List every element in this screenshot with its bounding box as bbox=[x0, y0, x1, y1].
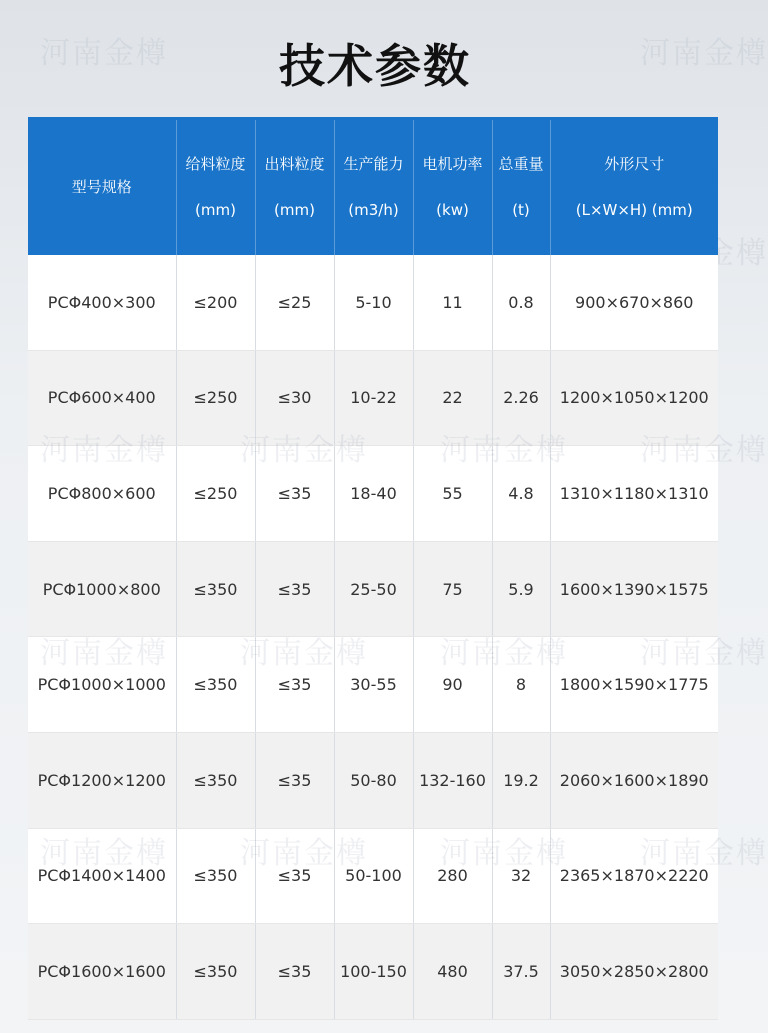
header-label: 外形尺寸 bbox=[604, 155, 665, 174]
cell-dimensions: 1200×1050×1200 bbox=[550, 350, 718, 446]
cell-output-size: ≤35 bbox=[255, 732, 334, 828]
header-unit: (m3/h) bbox=[348, 201, 399, 220]
header-unit: (t) bbox=[512, 201, 530, 220]
cell-motor-power: 480 bbox=[413, 924, 492, 1020]
cell-motor-power: 132-160 bbox=[413, 732, 492, 828]
watermark: 河南金樽 bbox=[40, 36, 168, 71]
cell-feed-size: ≤250 bbox=[176, 446, 255, 542]
cell-weight: 32 bbox=[492, 828, 550, 924]
cell-model: PCΦ1000×1000 bbox=[28, 637, 176, 733]
cell-capacity: 100-150 bbox=[334, 924, 413, 1020]
table-header-row bbox=[28, 119, 718, 255]
cell-capacity: 50-100 bbox=[334, 828, 413, 924]
cell-weight: 2.26 bbox=[492, 350, 550, 446]
header-unit: (L×W×H) (mm) bbox=[575, 201, 693, 220]
page-title: 技术参数 bbox=[279, 39, 471, 93]
header-label: 出料粒度 bbox=[264, 155, 325, 174]
watermark: 河南金樽 bbox=[640, 36, 768, 71]
table-row bbox=[28, 255, 718, 351]
cell-motor-power: 90 bbox=[413, 637, 492, 733]
cell-model: PCΦ400×300 bbox=[28, 255, 176, 351]
header-unit: (mm) bbox=[195, 201, 236, 220]
cell-motor-power: 75 bbox=[413, 541, 492, 637]
header-unit: (mm) bbox=[274, 201, 315, 220]
cell-dimensions: 1800×1590×1775 bbox=[550, 637, 718, 733]
cell-model: PCΦ1000×800 bbox=[28, 541, 176, 637]
header-dimensions bbox=[550, 119, 718, 255]
header-label: 电机功率 bbox=[422, 155, 483, 174]
cell-capacity: 30-55 bbox=[334, 637, 413, 733]
header-weight bbox=[492, 119, 550, 255]
cell-feed-size: ≤200 bbox=[176, 255, 255, 351]
cell-capacity: 50-80 bbox=[334, 732, 413, 828]
cell-output-size: ≤35 bbox=[255, 637, 334, 733]
header-model bbox=[28, 119, 176, 255]
header-label: 生产能力 bbox=[343, 155, 404, 174]
cell-weight: 8 bbox=[492, 637, 550, 733]
header-feed-size bbox=[176, 119, 255, 255]
cell-dimensions: 900×670×860 bbox=[550, 255, 718, 351]
cell-feed-size: ≤350 bbox=[176, 732, 255, 828]
cell-weight: 0.8 bbox=[492, 255, 550, 351]
cell-output-size: ≤35 bbox=[255, 541, 334, 637]
table-row bbox=[28, 732, 718, 828]
table-row bbox=[28, 446, 718, 542]
cell-capacity: 5-10 bbox=[334, 255, 413, 351]
cell-feed-size: ≤350 bbox=[176, 828, 255, 924]
cell-dimensions: 1600×1390×1575 bbox=[550, 541, 718, 637]
cell-model: PCΦ1400×1400 bbox=[28, 828, 176, 924]
cell-output-size: ≤35 bbox=[255, 446, 334, 542]
header-motor-power bbox=[413, 119, 492, 255]
header-label: 给料粒度 bbox=[185, 155, 246, 174]
cell-motor-power: 11 bbox=[413, 255, 492, 351]
cell-model: PCΦ600×400 bbox=[28, 350, 176, 446]
cell-feed-size: ≤350 bbox=[176, 541, 255, 637]
header-label: 总重量 bbox=[498, 155, 544, 174]
cell-output-size: ≤35 bbox=[255, 924, 334, 1020]
cell-feed-size: ≤350 bbox=[176, 924, 255, 1020]
cell-dimensions: 2365×1870×2220 bbox=[550, 828, 718, 924]
table-row bbox=[28, 637, 718, 733]
cell-weight: 37.5 bbox=[492, 924, 550, 1020]
cell-dimensions: 3050×2850×2800 bbox=[550, 924, 718, 1020]
table-row bbox=[28, 828, 718, 924]
cell-capacity: 10-22 bbox=[334, 350, 413, 446]
cell-motor-power: 280 bbox=[413, 828, 492, 924]
table-row bbox=[28, 350, 718, 446]
table-row bbox=[28, 924, 718, 1020]
cell-dimensions: 2060×1600×1890 bbox=[550, 732, 718, 828]
cell-dimensions: 1310×1180×1310 bbox=[550, 446, 718, 542]
header-capacity bbox=[334, 119, 413, 255]
cell-weight: 4.8 bbox=[492, 446, 550, 542]
header-label: 型号规格 bbox=[71, 178, 132, 197]
cell-motor-power: 55 bbox=[413, 446, 492, 542]
cell-output-size: ≤35 bbox=[255, 828, 334, 924]
cell-weight: 5.9 bbox=[492, 541, 550, 637]
cell-feed-size: ≤350 bbox=[176, 637, 255, 733]
table-row bbox=[28, 541, 718, 637]
cell-model: PCΦ1200×1200 bbox=[28, 732, 176, 828]
header-output-size bbox=[255, 119, 334, 255]
header-unit: (kw) bbox=[436, 201, 469, 220]
cell-model: PCΦ800×600 bbox=[28, 446, 176, 542]
cell-capacity: 25-50 bbox=[334, 541, 413, 637]
cell-output-size: ≤25 bbox=[255, 255, 334, 351]
cell-feed-size: ≤250 bbox=[176, 350, 255, 446]
cell-model: PCΦ1600×1600 bbox=[28, 924, 176, 1020]
cell-weight: 19.2 bbox=[492, 732, 550, 828]
cell-motor-power: 22 bbox=[413, 350, 492, 446]
spec-table bbox=[28, 117, 718, 1020]
cell-capacity: 18-40 bbox=[334, 446, 413, 542]
cell-output-size: ≤30 bbox=[255, 350, 334, 446]
